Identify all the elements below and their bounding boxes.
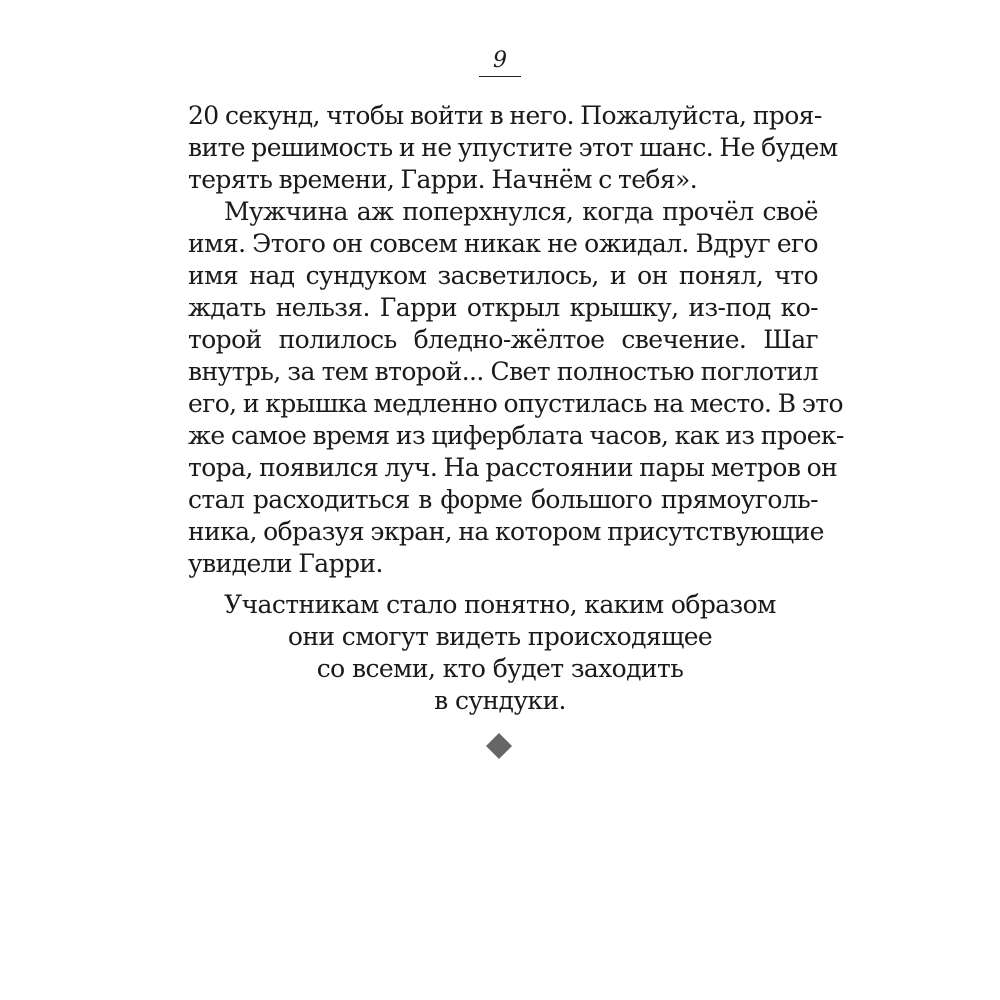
text-line: терять времени, Гарри. Начнём с тебя». [188,165,698,194]
text-line: имя. Этого он совсем никак не ожидал. Вдруг его [188,229,818,258]
text-line: ника, образуя экран, на котором присутствующие [188,517,824,546]
paragraph-1 [188,100,838,196]
text-line: торой полилось бледно-жёлтое свечение. Шаг [188,325,818,354]
text-line: ждать нельзя. Гарри открыл крышку, из-под ко- [188,293,818,322]
text-line: Участникам стало понятно, каким образом [224,590,776,619]
diamond-icon [486,733,512,759]
text-line: же самое время из циферблата часов, как из проек- [188,421,844,450]
text-line: 20 секунд, чтобы войти в него. Пожалуйста, проя- [188,101,822,130]
text-line: они смогут видеть происходящее [287,622,713,651]
page-number: 9 [479,48,521,77]
text-line: со всеми, кто будет заходить [316,654,684,683]
closing-paragraph [150,589,850,717]
body-text [188,100,844,580]
text-line: тора, появился луч. На расстоянии пары метров он [188,453,838,482]
text-line: стал расходиться в форме большого прямоуголь- [188,485,818,514]
text-line: вите решимость и не упустите этот шанс. Не будем [188,133,838,162]
text-line: внутрь, за тем второй... Свет полностью поглотил [188,357,818,386]
text-line: увидели Гарри. [188,549,383,578]
text-line: Мужчина аж поперхнулся, когда прочёл своё [224,197,818,226]
text-line: в сундуки. [434,686,566,715]
page-header [0,48,1000,77]
text-line: его, и крышка медленно опустилась на место. В это [188,389,843,418]
text-line: имя над сундуком засветилось, и он понял, что [188,261,818,290]
paragraph-2 [188,196,844,580]
